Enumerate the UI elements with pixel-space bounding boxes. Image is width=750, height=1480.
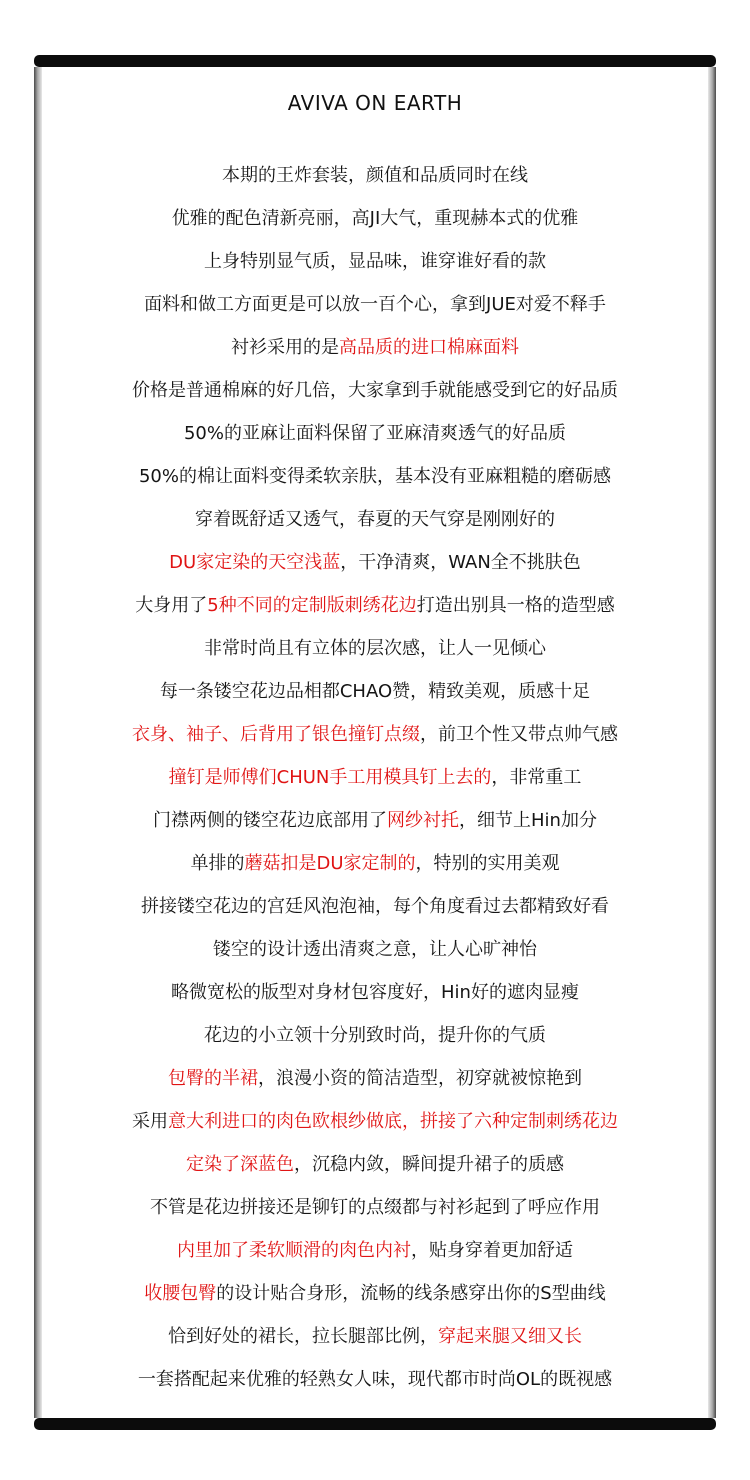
body-text: ，非常重工 <box>491 767 582 788</box>
description-line <box>42 283 708 326</box>
description-line <box>42 713 708 756</box>
body-text: 每一条镂空花边品相都CHAO赞，精致美观，质感十足 <box>159 681 591 702</box>
body-text: 不管是花边拼接还是铆钉的点缀都与衬衫起到了呼应作用 <box>150 1197 600 1218</box>
description-line <box>42 154 708 197</box>
description-line <box>42 627 708 670</box>
body-text: 略微宽松的版型对身材包容度好，Hin好的遮肉显瘦 <box>171 982 579 1003</box>
description-line <box>42 1315 708 1358</box>
body-text: 拼接镂空花边的宫廷风泡泡袖，每个角度看过去都精致好看 <box>141 896 609 917</box>
highlight-text: 定染了深蓝色 <box>186 1154 294 1175</box>
highlight-text: 包臀的半裙 <box>168 1068 258 1089</box>
body-text: ，沉稳内敛，瞬间提升裙子的质感 <box>294 1154 564 1175</box>
description-line <box>42 1014 708 1057</box>
description-lines <box>42 154 708 1401</box>
description-line <box>42 369 708 412</box>
body-text: 花边的小立领十分别致时尚，提升你的气质 <box>204 1025 546 1046</box>
body-text: 50%的亚麻让面料保留了亚麻清爽透气的好品质 <box>183 423 566 444</box>
description-line <box>42 670 708 713</box>
description-panel <box>42 67 708 1418</box>
description-line <box>42 971 708 1014</box>
body-text: 面料和做工方面更是可以放一百个心，拿到JUE对爱不释手 <box>144 294 606 315</box>
highlight-text: 衣身、袖子、后背用了银色撞钉点缀 <box>132 724 420 745</box>
scroll-right-edge <box>708 67 716 1418</box>
body-text: 恰到好处的裙长，拉长腿部比例， <box>168 1326 438 1347</box>
description-line <box>42 1229 708 1272</box>
description-line <box>42 455 708 498</box>
description-line <box>42 498 708 541</box>
description-line <box>42 584 708 627</box>
highlight-text: 5种不同的定制版刺绣花边 <box>207 595 417 616</box>
description-line <box>42 928 708 971</box>
description-line <box>42 799 708 842</box>
body-text: 一套搭配起来优雅的轻熟女人味，现代都市时尚OL的既视感 <box>137 1369 613 1390</box>
highlight-text: 蘑菇扣是DU家定制的 <box>244 853 416 874</box>
description-line <box>42 1143 708 1186</box>
scroll-top-bar <box>34 55 716 67</box>
body-text: 50%的棉让面料变得柔软亲肤，基本没有亚麻粗糙的磨砺感 <box>138 466 611 487</box>
body-text: ，特别的实用美观 <box>415 853 560 874</box>
body-text: 单排的 <box>190 853 245 874</box>
body-text: 穿着既舒适又透气，春夏的天气穿是刚刚好的 <box>195 509 555 530</box>
description-line <box>42 885 708 928</box>
body-text: ，浪漫小资的简洁造型，初穿就被惊艳到 <box>258 1068 582 1089</box>
body-text: ，细节上Hin加分 <box>459 810 597 831</box>
highlight-text: 高品质的进口棉麻面料 <box>339 337 519 358</box>
body-text: 采用 <box>132 1111 168 1132</box>
scroll-bottom-bar <box>34 1418 716 1430</box>
body-text: 本期的王炸套装，颜值和品质同时在线 <box>222 165 528 186</box>
highlight-text: 内里加了柔软顺滑的肉色内衬 <box>177 1240 411 1261</box>
description-line <box>42 326 708 369</box>
description-line <box>42 1100 708 1143</box>
body-text: ，前卫个性又带点帅气感 <box>420 724 618 745</box>
highlight-text: DU家定染的天空浅蓝 <box>169 552 341 573</box>
description-line <box>42 412 708 455</box>
description-line <box>42 842 708 885</box>
body-text: 打造出别具一格的造型感 <box>416 595 615 616</box>
body-text: 门襟两侧的镂空花边底部用了 <box>153 810 388 831</box>
body-text: 非常时尚且有立体的层次感，让人一见倾心 <box>204 638 546 659</box>
description-line <box>42 1358 708 1401</box>
page-title: AVIVA ON EARTH <box>287 91 463 115</box>
highlight-text: 撞钉是师傅们CHUN手工用模具钉上去的 <box>168 767 492 788</box>
description-line <box>42 1057 708 1100</box>
scroll-left-edge <box>34 67 42 1418</box>
description-line <box>42 1186 708 1229</box>
body-text: 的设计贴合身形，流畅的线条感穿出你的S型曲线 <box>216 1283 606 1304</box>
body-text: 镂空的设计透出清爽之意，让人心旷神怡 <box>213 939 537 960</box>
description-line <box>42 756 708 799</box>
description-line <box>42 541 708 584</box>
highlight-text: 收腰包臀 <box>144 1283 217 1304</box>
highlight-text: 穿起来腿又细又长 <box>438 1326 582 1347</box>
body-text: ，干净清爽，WAN全不挑肤色 <box>340 552 581 573</box>
body-text: 上身特别显气质，显品味，谁穿谁好看的款 <box>204 251 546 272</box>
body-text: 价格是普通棉麻的好几倍，大家拿到手就能感受到它的好品质 <box>132 380 618 401</box>
body-text: ，贴身穿着更加舒适 <box>411 1240 573 1261</box>
description-line <box>42 240 708 283</box>
description-line <box>42 1272 708 1315</box>
body-text: 优雅的配色清新亮丽，高JI大气，重现赫本式的优雅 <box>171 208 579 229</box>
description-line <box>42 197 708 240</box>
scroll-frame <box>34 55 716 1430</box>
highlight-text: 意大利进口的肉色欧根纱做底，拼接了六种定制刺绣花边 <box>168 1111 618 1132</box>
body-text: 衬衫采用的是 <box>231 337 339 358</box>
body-text: 大身用了 <box>135 595 208 616</box>
highlight-text: 网纱衬托 <box>387 810 460 831</box>
